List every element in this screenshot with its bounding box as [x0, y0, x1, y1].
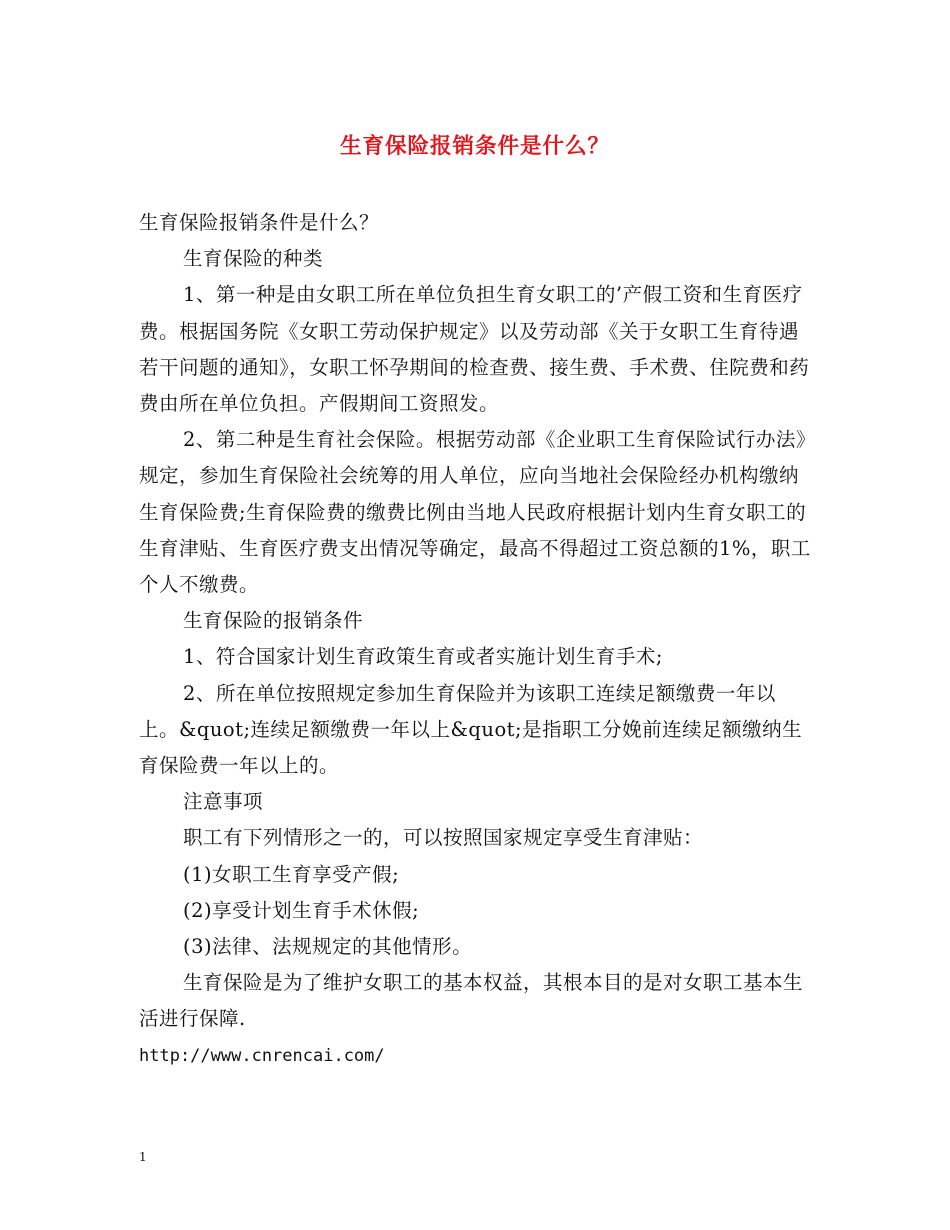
source-url: http://www.cnrencai.com/ — [139, 1045, 385, 1066]
notes-item-three: (3)法律、法规规定的其他情形。 — [183, 935, 473, 959]
condition-two: 2、所在单位按照规定参加生育保险并为该职工连续足额缴费一年以上。&quot;连续足额缴费一年以上&quot;是指职工分娩前连续足额缴纳生育保险费一年以上的。 — [139, 681, 803, 778]
document-body — [139, 205, 812, 1074]
notes-item-two: (2)享受计划生育手术休假; — [183, 898, 420, 922]
section-heading-conditions: 生育保险的报销条件 — [183, 609, 364, 633]
notes-intro: 职工有下列情形之一的，可以按照国家规定享受生育津贴： — [183, 826, 704, 850]
condition-one: 1、符合国家计划生育政策生育或者实施计划生育手术; — [183, 645, 663, 669]
page-number: 1 — [139, 1150, 147, 1164]
intro-question: 生育保险报销条件是什么？ — [139, 211, 380, 234]
closing-paragraph: 生育保险是为了维护女职工的基本权益，其根本目的是对女职工基本生活进行保障. — [139, 971, 804, 1031]
document-title: 生育保险报销条件是什么？ — [339, 134, 610, 159]
section-heading-types: 生育保险的种类 — [183, 247, 324, 271]
paragraph-type-one: 1、第一种是由女职工所在单位负担生育女职工的’产假工资和生育医疗费。根据国务院《女职工劳动保护规定》以及劳动部《关于女职工生育待遇若干问题的通知》，女职工怀孕期间的检查费、接生费、手术费、住院费和药费由所在单位负担。产假期间工资照发。 — [139, 283, 810, 416]
notes-item-one: (1)女职工生育享受产假; — [183, 862, 400, 886]
section-heading-notes: 注意事项 — [183, 790, 264, 814]
paragraph-type-two: 2、第二种是生育社会保险。根据劳动部《企业职工生育保险试行办法》规定，参加生育保险社会统筹的用人单位，应向当地社会保险经办机构缴纳生育保险费;生育保险费的缴费比例由当地人民政府根据计划内生育女职工的生育津贴、生育医疗费支出情况等确定，最高不得超过工资总额的1%，职工个人不缴费。 — [139, 428, 811, 597]
